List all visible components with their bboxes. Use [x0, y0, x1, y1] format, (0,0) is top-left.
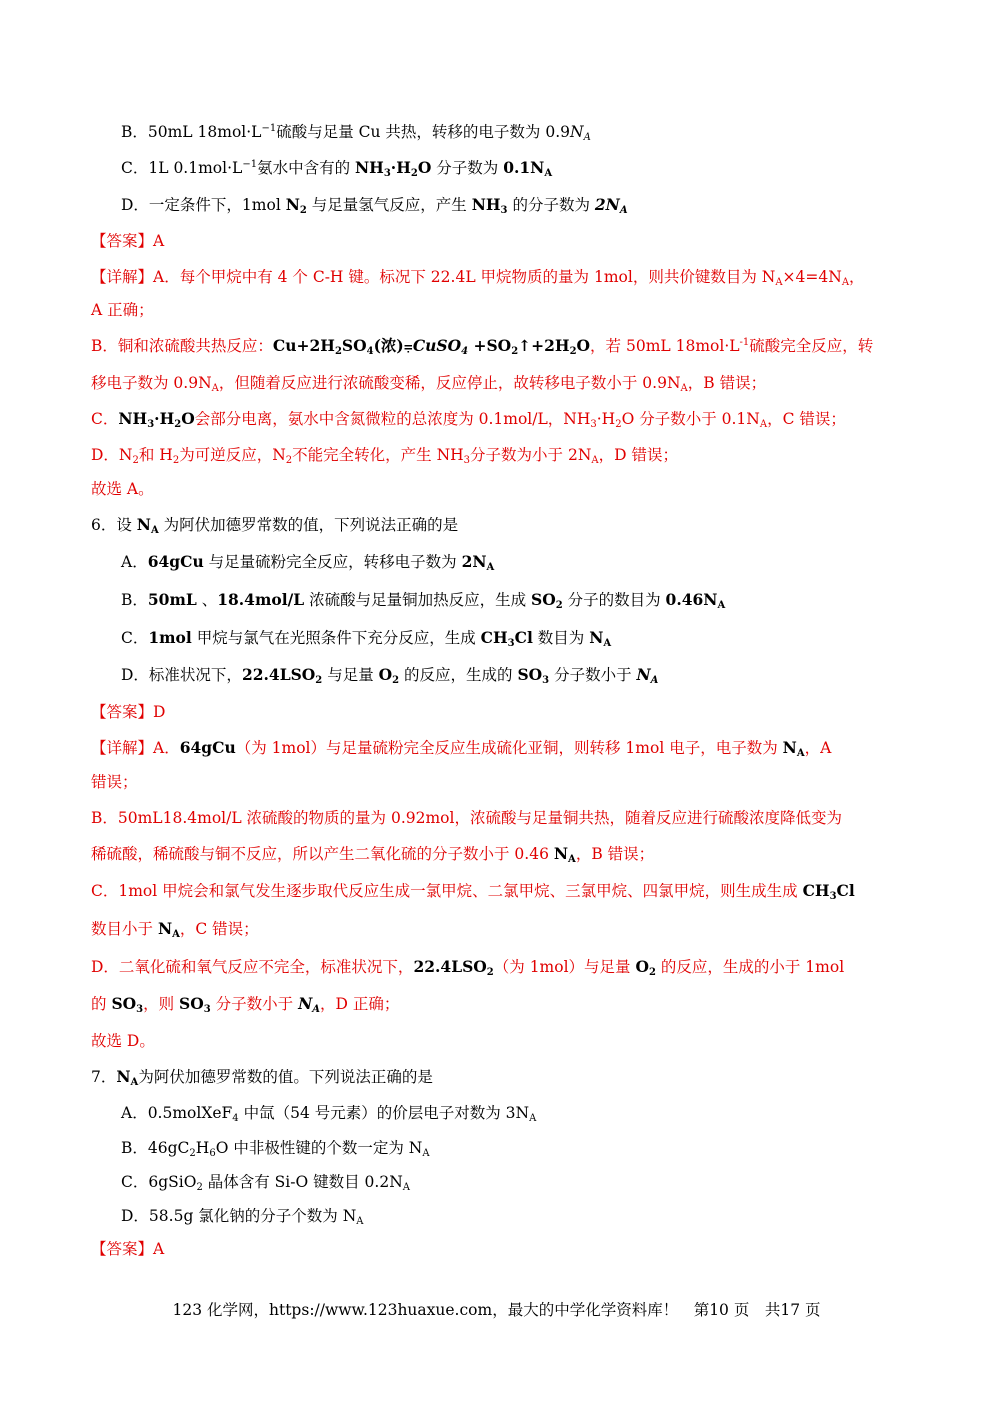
answer-q5: 【答案】A [91, 232, 165, 250]
explain-q5-conclusion: 故选 A。 [91, 480, 154, 498]
option-d-q6: D．标准状况下，$22.4LSO_2$ 与足量 $O_2$ 的反应，生成的 $SO_3$ 分子数小于 $N_A$ [121, 665, 659, 686]
explain-q5-a-1: 【详解】A．每个甲烷中有 4 个 C-H 键。标况下 22.4L 甲烷物质的量为 1mol，则共价键数目为 $N_A\times 4=4N_A$， [91, 268, 865, 288]
option-c-q5: C．1L $0.1mol\cdot L^{-1}$氨水中含有的 $NH_3\cdot H_2O$ 分子数为 $0.1N_A$ [121, 158, 553, 179]
option-b-q5: B．50mL $18mol\cdot L^{-1}$硫酸与足量 Cu 共热，转移的电子数为 $0.9N_A$ [121, 123, 591, 143]
explain-q5-b-2: 移电子数为 $0.9N_A$，但随着反应进行浓硫酸变稀，反应停止，故转移电子数小于 $0.9N_A$，B 错误； [91, 374, 767, 394]
option-b-q6: B．50mL 、18.4mol/L 浓硫酸与足量铜加热反应，生成 $SO_2$ 分子的数目为 $0.46N_A$ [121, 590, 726, 611]
explain-q5-d: D．$N_2$和 $H_2$为可逆反应，$N_2$不能完全转化，产生 $NH_3$分子数为小于 $2N_A$，D 错误； [91, 446, 678, 466]
explain-q6-b-1: B．50mL18.4mol/L 浓硫酸的物质的量为 0.92mol，浓硫酸与足量铜共热，随着反应进行硫酸浓度降低变为 [91, 809, 842, 827]
explain-q6-c-2: 数目小于 $N_A$，C 错误； [91, 919, 259, 940]
explain-q6-a-2: 错误； [91, 773, 138, 791]
explain-q6-c-1: C．1mol 甲烷会和氯气发生逐步取代反应生成一氯甲烷、二氯甲烷、三氯甲烷、四氯甲烷，则生成生成 $CH_3Cl$ [91, 881, 855, 902]
option-a-q7: A．0.5molXeF$_4$ 中氙（54 号元素）的价层电子对数为 $3N_A$ [121, 1104, 537, 1124]
explain-q5-c: C．$NH_3\cdot H_2O$会部分电离，氨水中含氮微粒的总浓度为 0.1mol/L，$NH_3\cdot H_2O$ 分子数小于 $0.1N_A$，C 错误； [91, 409, 846, 430]
option-c-q6: C．1mol 甲烷与氯气在光照条件下充分反应，生成 $CH_3Cl$ 数目为 $N_A$ [121, 628, 612, 649]
explain-q5-b-1: B．铜和浓硫酸共热反应：$Cu+2H_2SO_4$(浓)⩦CuSO$_4$ $+SO_2↑+2H_2O$，若 50mL $18mol\cdot L^{-1}$硫酸完全反应，转 [91, 336, 874, 357]
explain-q6-conclusion: 故选 D。 [91, 1032, 155, 1050]
option-d-q5: D．一定条件下，1mol $N_2$ 与足量氢气反应，产生 $NH_3$ 的分子数为 $2N_A$ [121, 195, 628, 216]
question-6-stem: 6．设 $N_A$ 为阿伏加德罗常数的值，下列说法正确的是 [91, 515, 459, 536]
explain-q6-b-2: 稀硫酸，稀硫酸与铜不反应，所以产生二氧化硫的分子数小于 0.46 $N_A$，B 错误； [91, 844, 655, 865]
option-d-q7: D．58.5g 氯化钠的分子个数为 $N_A$ [121, 1207, 364, 1227]
option-b-q7: B．$46gC_2H_6O$ 中非极性键的个数一定为 $N_A$ [121, 1139, 430, 1159]
answer-q7: 【答案】A [91, 1240, 165, 1258]
explain-q6-d-1: D．二氧化硫和氧气反应不完全，标准状况下，$22.4LSO_2$（为 1mol）与足量 $O_2$ 的反应，生成的小于 1mol [91, 957, 845, 978]
option-a-q6: A．64gCu 与足量硫粉完全反应，转移电子数为 $2N_A$ [121, 552, 495, 573]
page-footer: 123 化学网，https://www.123huaxue.com，最大的中学化学资料库！ 第10 页 共17 页 [172, 1301, 821, 1319]
question-7-stem: 7．$N_A$为阿伏加德罗常数的值。下列说法正确的是 [91, 1067, 433, 1088]
explain-q6-a-1: 【详解】A．64gCu（为 1mol）与足量硫粉完全反应生成硫化亚铜，则转移 1mol 电子，电子数为 $N_A$，A [91, 738, 832, 759]
explain-q6-d-2: 的 $SO_3$，则 $SO_3$ 分子数小于 $N_A$，D 正确； [91, 994, 400, 1015]
option-c-q7: C．6gSiO$_2$ 晶体含有 Si-O 键数目 $0.2N_A$ [121, 1173, 410, 1193]
answer-q6: 【答案】D [91, 703, 166, 721]
explain-q5-a-2: A 正确； [91, 301, 154, 319]
